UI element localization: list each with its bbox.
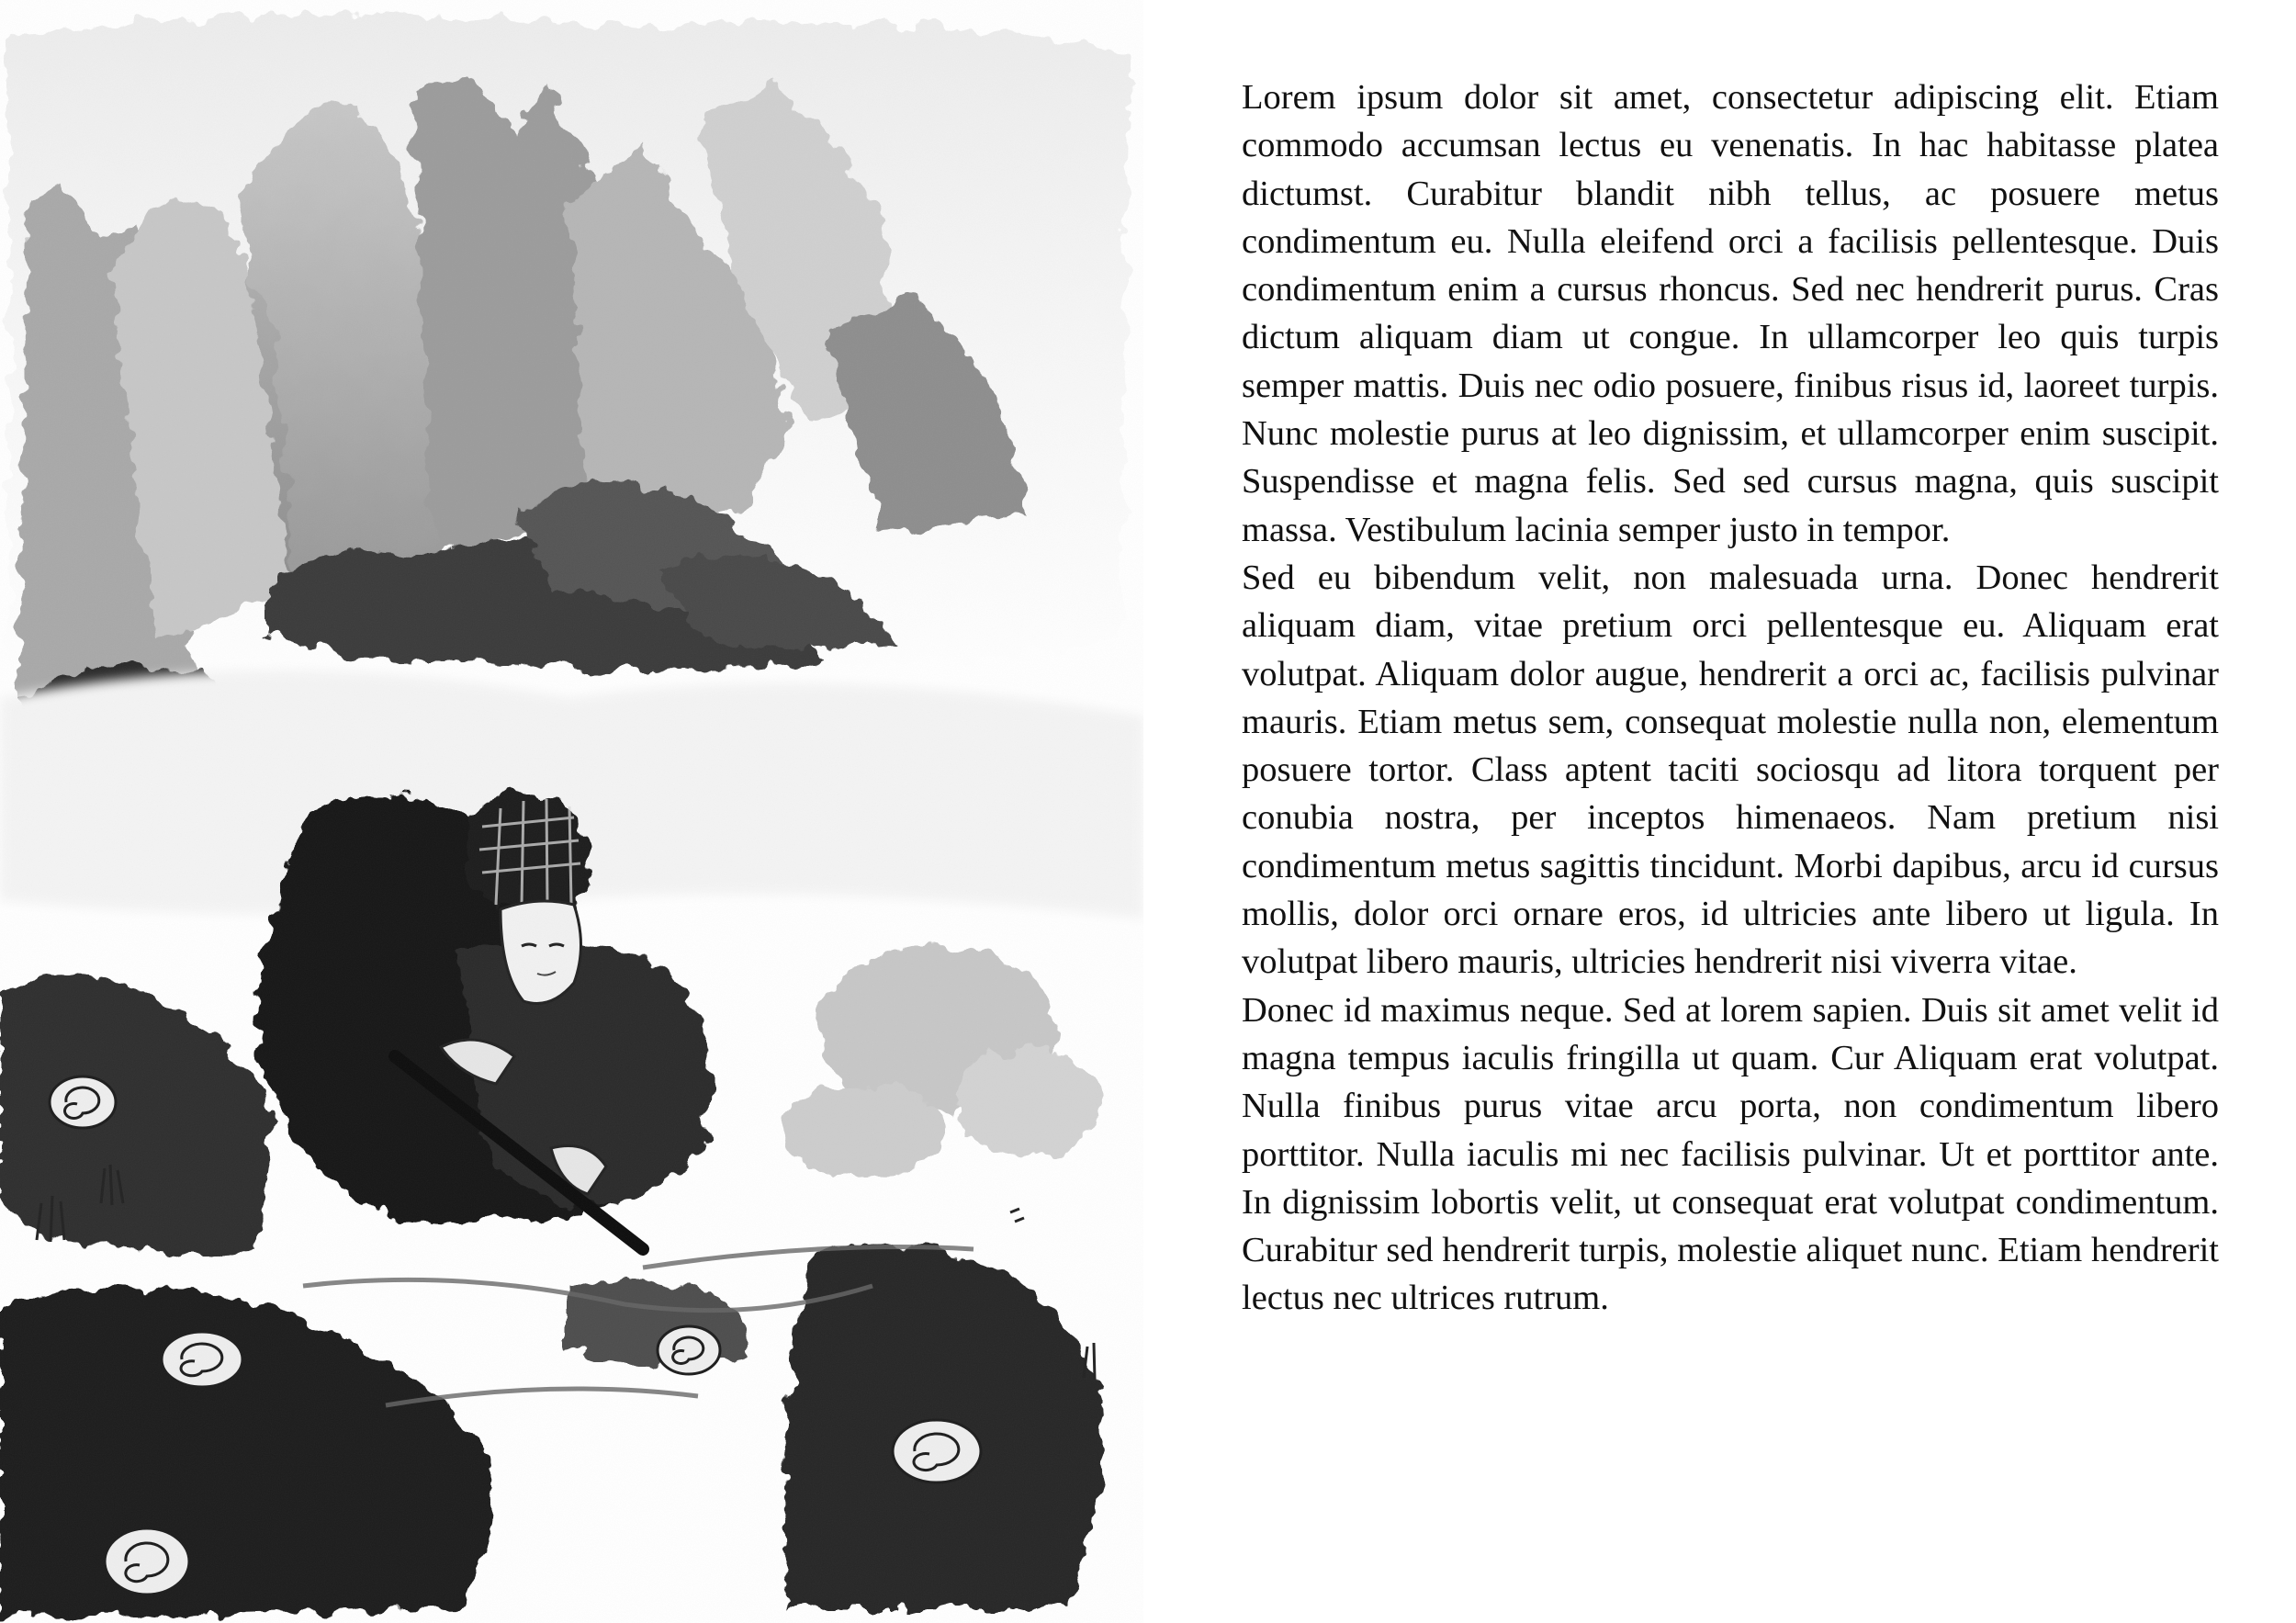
paragraph-3: Donec id maximus neque. Sed at lorem sapien. Duis sit amet velit id magna tempus iaculis fringilla ut quam. Cur Aliquam erat volutpat. Nulla finibus purus vitae arcu porta, non condimentum libero porttitor. Nulla iaculis mi nec facilisis pulvinar. Ut et porttitor ante. In dignissim lobortis velit, ut consequat erat volutpat condimentum. Curabitur sed hendrerit turpis, molestie aliquet nunc. Etiam hendrerit lectus nec ultrices rutrum. <box>1242 990 2219 1318</box>
paper-grain <box>0 0 1143 1623</box>
paragraph-1: Lorem ipsum dolor sit amet, consectetur adipiscing elit. Etiam commodo accumsan lectus eu venenatis. In hac habitasse platea dictumst. Curabitur blandit nibh tellus, ac posuere metus condimentum eu. Nulla eleifend orci a facilisis pellentesque. Duis condimentum enim a cursus rhoncus. Sed nec hendrerit purus. Cras dictum aliquam diam ut congue. In ullamcorper leo quis turpis semper mattis. Duis nec odio posuere, finibus risus id, laoreet turpis. Nunc molestie purus at leo dignissim, et ullamcorper enim suscipit. Suspendisse et magna felis. Sed sed cursus magna, quis suscipit massa. Vestibulum lacinia semper justo in tempor. <box>1242 78 2219 549</box>
paragraph-2: Sed eu bibendum velit, non malesuada urna. Donec hendrerit aliquam diam, vitae pretium orci pellentesque eu. Aliquam erat volutpat. Aliquam dolor augue, hendrerit a orci ac, facilisis pulvinar mauris. Etiam metus sem, consequat molestie nulla non, elementum posuere tortor. Class aptent taciti sociosqu ad litora torquent per conubia nostra, per inceptos himenaeos. Nam pretium nisi condimentum metus sagittis tincidunt. Morbi dapibus, arcu id cursus mollis, dolor orci ornare eros, id ultricies ante libero ut ligula. In volutpat libero mauris, ultricies hendrerit nisi viverra vitae. <box>1242 558 2219 982</box>
illustration-canvas <box>0 0 1143 1623</box>
ink-illustration <box>0 0 1143 1623</box>
body-text <box>1242 73 2219 1323</box>
